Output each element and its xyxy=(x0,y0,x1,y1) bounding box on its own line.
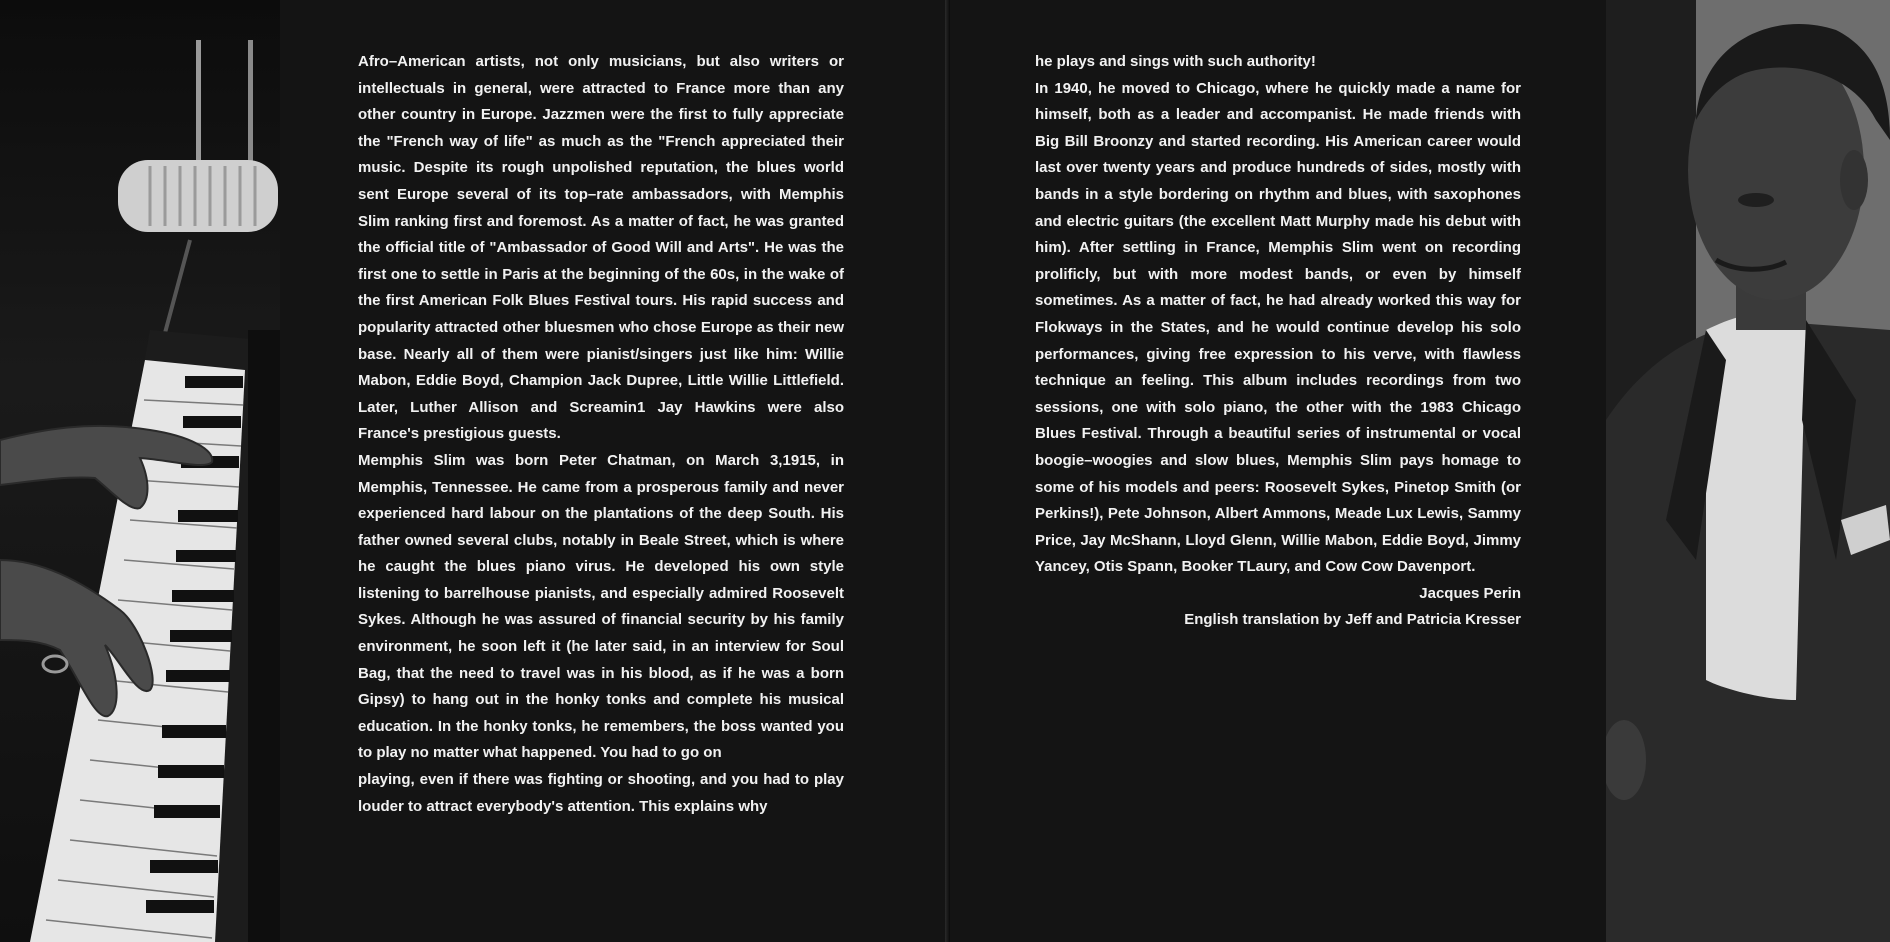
piano-hands-illustration xyxy=(0,0,280,942)
author-signature: Jacques Perin xyxy=(1419,584,1521,602)
left-text-column xyxy=(358,49,844,820)
piano-hands-photo xyxy=(0,0,280,942)
paragraph-authority: he plays and sings with such authority! xyxy=(1035,53,1316,70)
portrait-photo xyxy=(1606,0,1890,942)
translation-credit: English translation by Jeff and Patricia Kresser xyxy=(1184,611,1521,629)
right-text-column xyxy=(1035,49,1521,634)
paragraph-continued: playing, even if there was fighting or shooting, and you had to play louder to attract everybody's attention. This explains why xyxy=(358,771,844,815)
paragraph-biography: Memphis Slim was born Peter Chatman, on March 3,1915, in Memphis, Tennessee. He came from a prosperous family and never experienced hard labour on the plantations of the deep South. His father owned several clubs, notably in Beale Street, which is where he caught the blues piano virus. He developed his own style listening to barrelhouse pianists, and especially admired Roosevelt Sykes. Although he was assured of financial security by his family environment, he soon left it (he later said, in an interview for Soul Bag, that the need to travel was in his blood, as if he was a born Gipsy) to hang out in the honky tonks and complete his musical education. In the honky tonks, he remembers, the boss wanted you to play no matter what happened. You had to go on xyxy=(358,451,844,762)
portrait-illustration xyxy=(1606,0,1890,942)
paragraph-intro: Afro–American artists, not only musicians, but also writers or intellectuals in general, were attracted to France more than any other country in Europe. Jazzmen were the first to fully appreciate the "French way of life" as much as the "French appreciated their music. Despite its rough unpolished reputation, the blues world sent Europe several of its top–rate ambassadors, with Memphis Slim ranking first and foremost. As a matter of fact, he was granted the official title of "Ambassador of Good Will and Arts". He was the first one to settle in Paris at the beginning of the 60s, in the wake of the first American Folk Blues Festival tours. His rapid success and popularity attracted other bluesmen who chose Europe as their new base. Nearly all of them were pianist/singers just like him: Willie Mabon, Eddie Boyd, Champion Jack Dupree, Little Willie Littlefield. Later, Luther Allison and Screamin1 Jay Hawkins were also France's prestigious guests. xyxy=(358,53,844,443)
microphone-icon xyxy=(118,160,278,232)
paragraph-chicago-career: In 1940, he moved to Chicago, where he quickly made a name for himself, both as a leader and accompanist. He made friends with Big Bill Broonzy and started recording. His American career would last over twenty years and produce hundreds of sides, mostly with bands in a style bordering on rhythm and blues, with saxophones and electric guitars (the excellent Matt Murphy made his debut with him). After settling in France, Memphis Slim went on recording prolificly, but with more modest bands, or even by himself sometimes. As a matter of fact, he had already worked this way for Flokways in the States, and he would continue develop his solo performances, giving free expression to his verve, with flawless technique an feeling. This album includes recordings from two sessions, one with solo piano, the other with the 1983 Chicago Blues Festival. Through a beautiful series of instrumental or vocal boogie–woogies and slow blues, Memphis Slim pays homage to some of his models and peers: Roosevelt Sykes, Pinetop Smith (or Perkins!), Pete Johnson, Albert Ammons, Meade Lux Lewis, Sammy Price, Jay McShann, Lloyd Glenn, Willie Mabon, Eddie Boyd, Jimmy Yancey, Otis Spann, Booker TLaury, and Cow Cow Davenport. xyxy=(1035,79,1521,576)
